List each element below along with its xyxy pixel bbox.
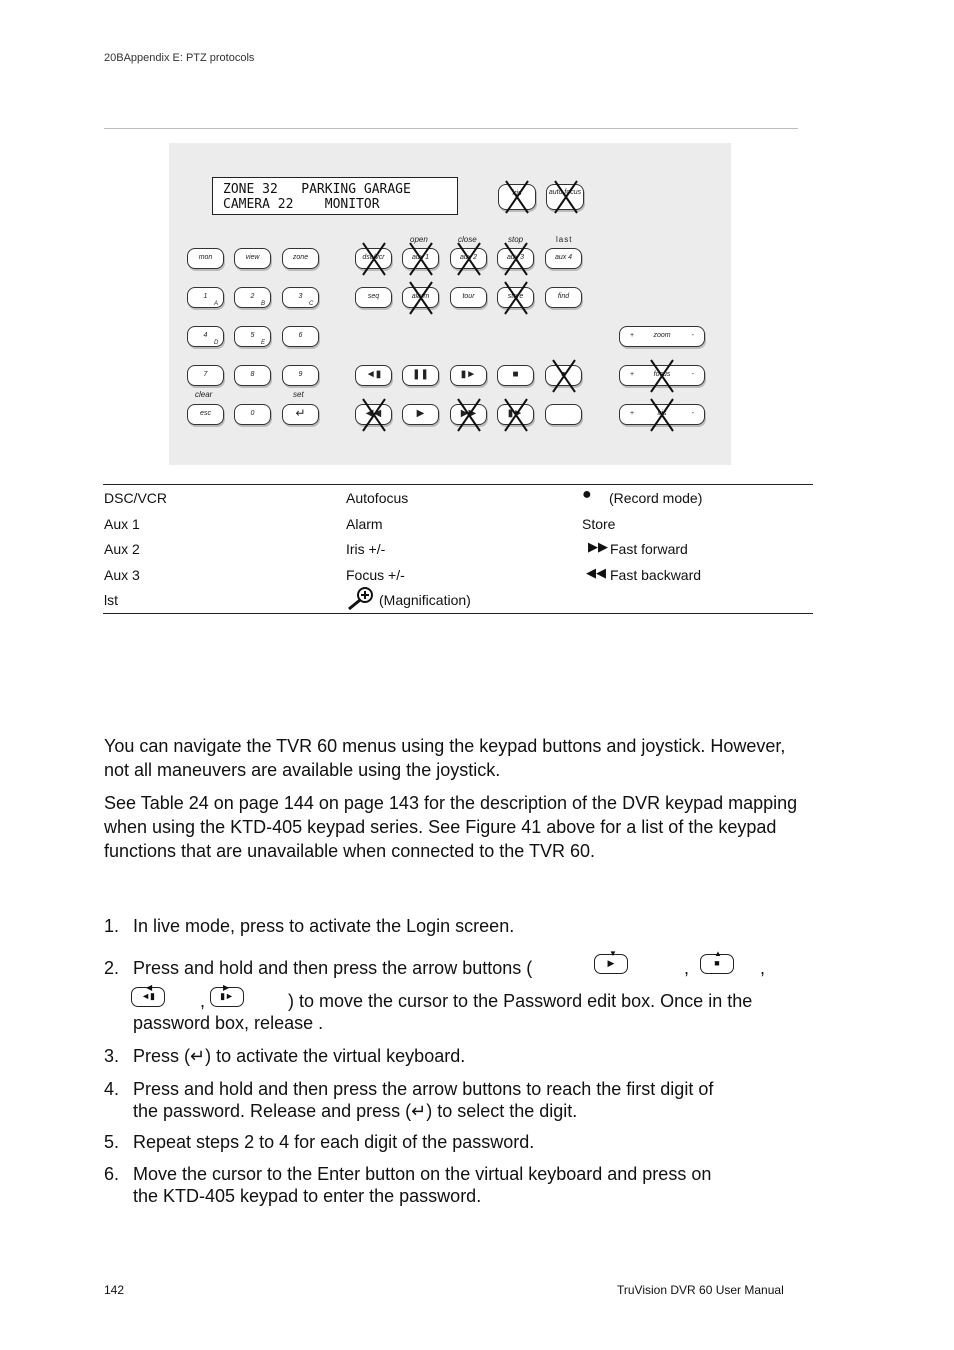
mapping-paragraph: See Table 24 on page 144 on page 143 for the description of the DVR keypad mapping when using the KTD-405 keypad series. See Figure 41 above for a list of the keypad functions that are unavailable when connected to the TVR 60. bbox=[104, 793, 798, 861]
key-fast-forward: ▶▶ bbox=[450, 404, 487, 425]
iris-key-label: iris bbox=[512, 190, 522, 197]
step-text: , bbox=[760, 958, 766, 978]
table-cell: Fast forward bbox=[610, 541, 688, 558]
record-icon: ● bbox=[582, 486, 592, 503]
lcd-line-1: ZONE 32 PARKING GARAGE bbox=[223, 182, 411, 197]
key-8: 8 bbox=[234, 365, 271, 386]
key-9: 9 bbox=[282, 365, 319, 386]
iris-label: iris bbox=[657, 410, 667, 417]
table-cell: Aux 3 bbox=[104, 566, 140, 583]
key-mapping-table bbox=[103, 484, 813, 614]
table-cell: Autofocus bbox=[346, 490, 409, 506]
key-esc: esc bbox=[187, 404, 224, 425]
step-text: , bbox=[200, 991, 206, 1011]
key-3: 3 bbox=[282, 287, 319, 308]
table-cell: Aux 2 bbox=[104, 541, 140, 558]
key-1: 1 bbox=[187, 287, 224, 308]
down-arrow-icon: ▼ bbox=[609, 949, 617, 958]
stop-button-icon: ■ bbox=[700, 954, 734, 974]
label-clear: clear bbox=[195, 390, 213, 399]
right-arrow-icon: ▶ bbox=[223, 983, 230, 992]
sub-a: A bbox=[214, 301, 219, 307]
key-play: ▶ bbox=[402, 404, 439, 425]
zoom-minus: - bbox=[691, 332, 694, 339]
key-5: 5 bbox=[234, 326, 271, 347]
table-cell: Iris +/- bbox=[346, 541, 386, 558]
key-0: 0 bbox=[234, 404, 271, 425]
key-view: view bbox=[234, 248, 271, 269]
step-text: Press and hold and then press the arrow buttons to reach the first digit of bbox=[133, 1079, 714, 1099]
step-number: 5. bbox=[104, 1132, 120, 1152]
key-pause: ❚❚ bbox=[402, 365, 439, 386]
running-header: 20BAppendix E: PTZ protocols bbox=[104, 52, 255, 64]
step-text: In live mode, press to activate the Login screen. bbox=[133, 916, 515, 936]
sub-c: C bbox=[309, 301, 314, 307]
label-set: set bbox=[293, 390, 304, 399]
header-rule bbox=[104, 128, 798, 129]
table-row bbox=[103, 562, 813, 588]
label-close: close bbox=[458, 235, 477, 244]
intro-paragraph: You can navigate the TVR 60 menus using the keypad buttons and joystick. However, not all maneuvers are available using the joystick. bbox=[104, 736, 786, 780]
left-arrow-icon: ◀ bbox=[146, 983, 153, 992]
key-enter: ↵ bbox=[282, 404, 319, 425]
step-text: the KTD-405 keypad to enter the password. bbox=[133, 1186, 482, 1206]
table-cell: Store bbox=[582, 515, 616, 532]
footer-title: TruVision DVR 60 User Manual bbox=[617, 1283, 784, 1297]
key-dsc-vcr: dsc/vcr bbox=[355, 248, 392, 269]
step-number: 4. bbox=[104, 1079, 120, 1099]
key-rewind: ◄▮ bbox=[355, 365, 392, 386]
table-cell: (Record mode) bbox=[609, 490, 703, 506]
fast-backward-icon: ◀◀ bbox=[586, 564, 606, 580]
table-cell: (Magnification) bbox=[379, 592, 471, 609]
table-cell: Focus +/- bbox=[346, 566, 405, 583]
key-mon: mon bbox=[187, 248, 224, 269]
key-alarm: alarm bbox=[402, 287, 439, 308]
step-text: the password. Release and press (↵) to select the digit. bbox=[133, 1101, 578, 1121]
page-number: 142 bbox=[104, 1283, 125, 1297]
key-store: store bbox=[497, 287, 534, 308]
fast-forward-icon: ▶▶ bbox=[588, 539, 608, 555]
step-number: 3. bbox=[104, 1046, 120, 1066]
key-aux1: aux 1 bbox=[402, 248, 439, 269]
rewind-button-icon: ◄▮ bbox=[131, 987, 165, 1007]
key-aux2: aux 2 bbox=[450, 248, 487, 269]
step-number: 1. bbox=[104, 916, 120, 936]
key-stop: ■ bbox=[497, 365, 534, 386]
key-fast-backward: ◀◀ bbox=[355, 404, 392, 425]
key-record: ● bbox=[545, 365, 582, 386]
table-row bbox=[103, 587, 813, 613]
step-text: Repeat steps 2 to 4 for each digit of the password. bbox=[133, 1132, 535, 1152]
sub-b: B bbox=[261, 301, 266, 307]
table-cell: DSC/VCR bbox=[104, 490, 168, 506]
iris-minus: - bbox=[691, 410, 694, 417]
table-cell: Aux 1 bbox=[104, 515, 140, 532]
table-row bbox=[103, 536, 813, 562]
key-tour: tour bbox=[450, 287, 487, 308]
key-7: 7 bbox=[187, 365, 224, 386]
up-arrow-icon: ▲ bbox=[714, 949, 722, 958]
label-stop: stop bbox=[508, 235, 524, 244]
focus-minus: - bbox=[691, 371, 694, 378]
table-row bbox=[103, 511, 813, 537]
key-2: 2 bbox=[234, 287, 271, 308]
step-number: 2. bbox=[104, 958, 120, 978]
table-cell: lst bbox=[104, 592, 118, 609]
step-text: , bbox=[684, 958, 690, 978]
key-seq: seq bbox=[355, 287, 392, 308]
step-text: ) to move the cursor to the Password edit box. Once in the bbox=[288, 991, 753, 1011]
sub-e: E bbox=[261, 340, 266, 346]
lcd-line-2: CAMERA 22 MONITOR bbox=[223, 197, 380, 212]
step-text: password box, release . bbox=[133, 1013, 324, 1033]
magnify-icon bbox=[346, 585, 376, 614]
table-cell: Alarm bbox=[346, 515, 383, 532]
key-zone: zone bbox=[282, 248, 319, 269]
key-step: ▮► bbox=[497, 404, 534, 425]
key-aux3: aux 3 bbox=[497, 248, 534, 269]
step-text: Press and hold and then press the arrow buttons ( bbox=[133, 958, 533, 978]
sub-d: D bbox=[214, 340, 219, 346]
iris-plus: + bbox=[630, 410, 635, 417]
label-last: last bbox=[556, 235, 573, 244]
label-open: open bbox=[410, 235, 428, 244]
unavailable-crosses bbox=[169, 143, 731, 465]
keypad-figure bbox=[169, 143, 731, 465]
forward-button-icon: ▮► bbox=[210, 987, 244, 1007]
focus-label: focus bbox=[653, 371, 671, 378]
step-number: 6. bbox=[104, 1164, 120, 1184]
zoom-plus: + bbox=[630, 332, 635, 339]
auto-focus-key-label: auto focus bbox=[548, 189, 582, 196]
step-text: Press (↵) to activate the virtual keyboard. bbox=[133, 1046, 466, 1066]
step-text: Move the cursor to the Enter button on the virtual keyboard and press on bbox=[133, 1164, 712, 1184]
key-6: 6 bbox=[282, 326, 319, 347]
zoom-label: zoom bbox=[653, 332, 671, 339]
key-4: 4 bbox=[187, 326, 224, 347]
key-forward: ▮► bbox=[450, 365, 487, 386]
step-2 bbox=[104, 949, 794, 1037]
key-find: find bbox=[545, 287, 582, 308]
table-cell: Fast backward bbox=[610, 566, 702, 583]
focus-plus: + bbox=[630, 371, 635, 378]
table-row bbox=[103, 485, 813, 511]
key-aux4: aux 4 bbox=[545, 248, 582, 269]
play-button-icon: ▶ bbox=[594, 954, 628, 974]
